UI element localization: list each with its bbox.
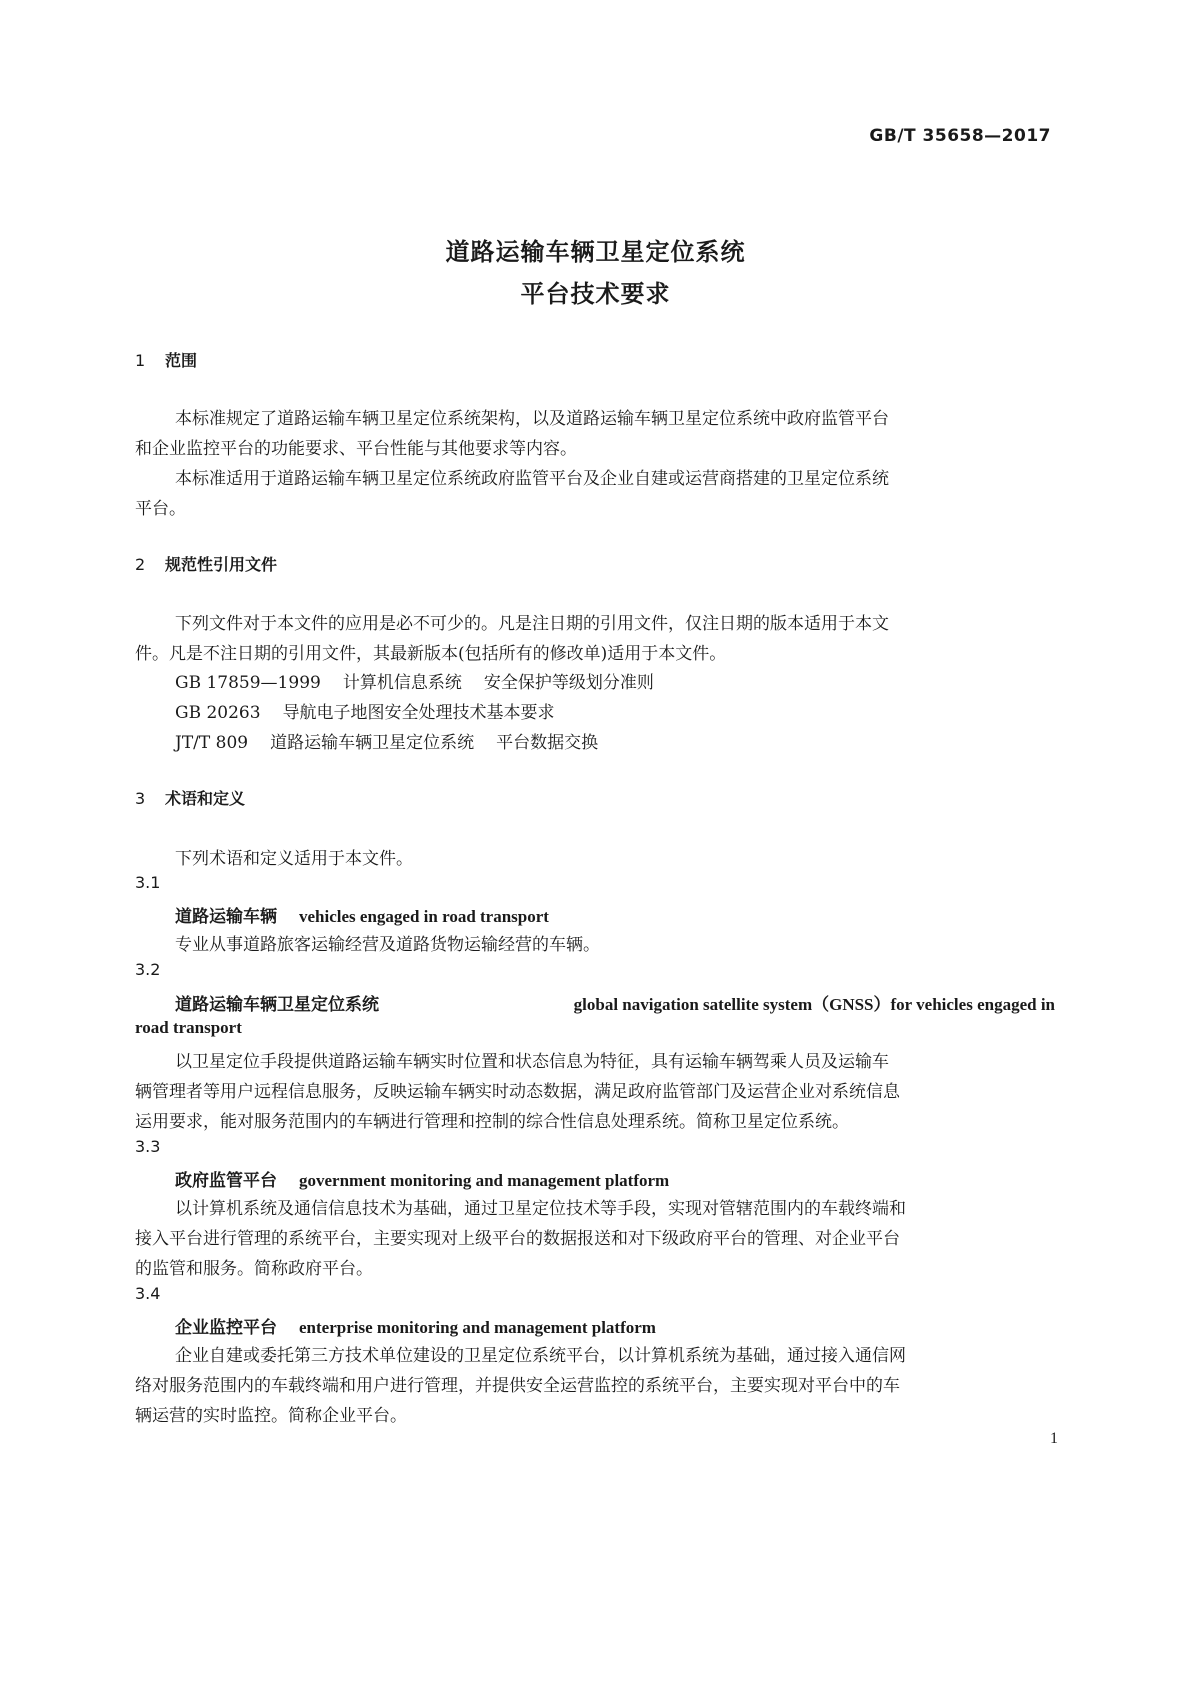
section-intro: 下列术语和定义适用于本文件。	[175, 849, 413, 869]
definition-line: 专业从事道路旅客运输经营及道路货物运输经营的车辆。	[175, 935, 600, 955]
standard-code: GB/T 35658—2017	[869, 126, 1051, 146]
paragraph-line: 本标准适用于道路运输车辆卫星定位系统政府监管平台及企业自建或运营商搭建的卫星定位系统	[175, 469, 889, 489]
term-heading	[175, 990, 1055, 1015]
section-2-heading	[135, 552, 277, 575]
term-number: 3.4	[135, 1284, 161, 1303]
definition-line: 辆运营的实时监控。简称企业平台。	[135, 1406, 407, 1426]
term-en: global navigation satellite system（GNSS）for vehicles engaged in	[573, 995, 1055, 1014]
term-zh: 道路运输车辆	[175, 907, 277, 927]
section-3-heading	[135, 786, 245, 809]
term-zh: 企业监控平台	[175, 1318, 277, 1338]
page-number: 1	[1050, 1430, 1058, 1447]
term-zh: 道路运输车辆卫星定位系统	[175, 995, 379, 1015]
term-number: 3.3	[135, 1137, 161, 1156]
term-heading	[175, 1166, 669, 1191]
definition-line: 以卫星定位手段提供道路运输车辆实时位置和状态信息为特征，具有运输车辆驾乘人员及运输车	[175, 1052, 889, 1072]
reference-code: GB 20263	[175, 703, 261, 723]
reference-code: GB 17859—1999	[175, 673, 321, 693]
term-heading	[175, 902, 549, 927]
term-number: 3.2	[135, 960, 161, 979]
reference-item	[175, 668, 654, 693]
reference-item	[175, 728, 598, 753]
document-title-line2: 平台技术要求	[520, 280, 671, 308]
reference-title: 道路运输车辆卫星定位系统	[270, 733, 475, 753]
reference-title: 计算机信息系统	[342, 673, 462, 693]
term-heading	[175, 1313, 656, 1338]
section-number: 3	[135, 789, 146, 808]
reference-subtitle: 平台数据交换	[496, 733, 599, 753]
definition-line: 接入平台进行管理的系统平台，主要实现对上级平台的数据报送和对下级政府平台的管理、对企业平台	[135, 1229, 900, 1249]
definition-line: 辆管理者等用户远程信息服务，反映运输车辆实时动态数据，满足政府监管部门及运营企业对系统信息	[135, 1082, 900, 1102]
term-en: enterprise monitoring and management platform	[299, 1318, 656, 1337]
term-en: vehicles engaged in road transport	[299, 907, 549, 926]
section-title: 规范性引用文件	[165, 555, 278, 574]
term-number: 3.1	[135, 873, 161, 892]
definition-line: 运用要求，能对服务范围内的车辆进行管理和控制的综合性信息处理系统。简称卫星定位系统。	[135, 1112, 849, 1132]
document-title-line1: 道路运输车辆卫星定位系统	[445, 238, 746, 266]
definition-line: 企业自建或委托第三方技术单位建设的卫星定位系统平台，以计算机系统为基础，通过接入通信网	[175, 1346, 906, 1366]
paragraph-line: 平台。	[135, 499, 186, 519]
reference-title: 导航电子地图安全处理技术基本要求	[282, 703, 555, 723]
section-title: 范围	[165, 351, 198, 370]
reference-subtitle: 安全保护等级划分准则	[483, 673, 654, 693]
definition-line: 的监管和服务。简称政府平台。	[135, 1259, 373, 1279]
paragraph-line: 本标准规定了道路运输车辆卫星定位系统架构，以及道路运输车辆卫星定位系统中政府监管平台	[175, 409, 889, 429]
section-1-heading	[135, 348, 197, 371]
definition-line: 以计算机系统及通信信息技术为基础，通过卫星定位技术等手段，实现对管辖范围内的车载终端和	[175, 1199, 906, 1219]
paragraph-line: 下列文件对于本文件的应用是必不可少的。凡是注日期的引用文件，仅注日期的版本适用于本文	[175, 614, 889, 634]
reference-item	[175, 698, 555, 723]
reference-code: JT/T 809	[175, 733, 249, 753]
term-en-continued: road transport	[135, 1018, 242, 1037]
term-en: government monitoring and management platform	[299, 1171, 670, 1190]
paragraph-line: 件。凡是不注日期的引用文件，其最新版本(包括所有的修改单)适用于本文件。	[135, 644, 727, 664]
section-title: 术语和定义	[165, 789, 246, 808]
definition-line: 络对服务范围内的车载终端和用户进行管理，并提供安全运营监控的系统平台，主要实现对平台中的车	[135, 1376, 900, 1396]
paragraph-line: 和企业监控平台的功能要求、平台性能与其他要求等内容。	[135, 439, 577, 459]
term-zh: 政府监管平台	[175, 1171, 277, 1191]
section-number: 2	[135, 555, 146, 574]
section-number: 1	[135, 351, 146, 370]
